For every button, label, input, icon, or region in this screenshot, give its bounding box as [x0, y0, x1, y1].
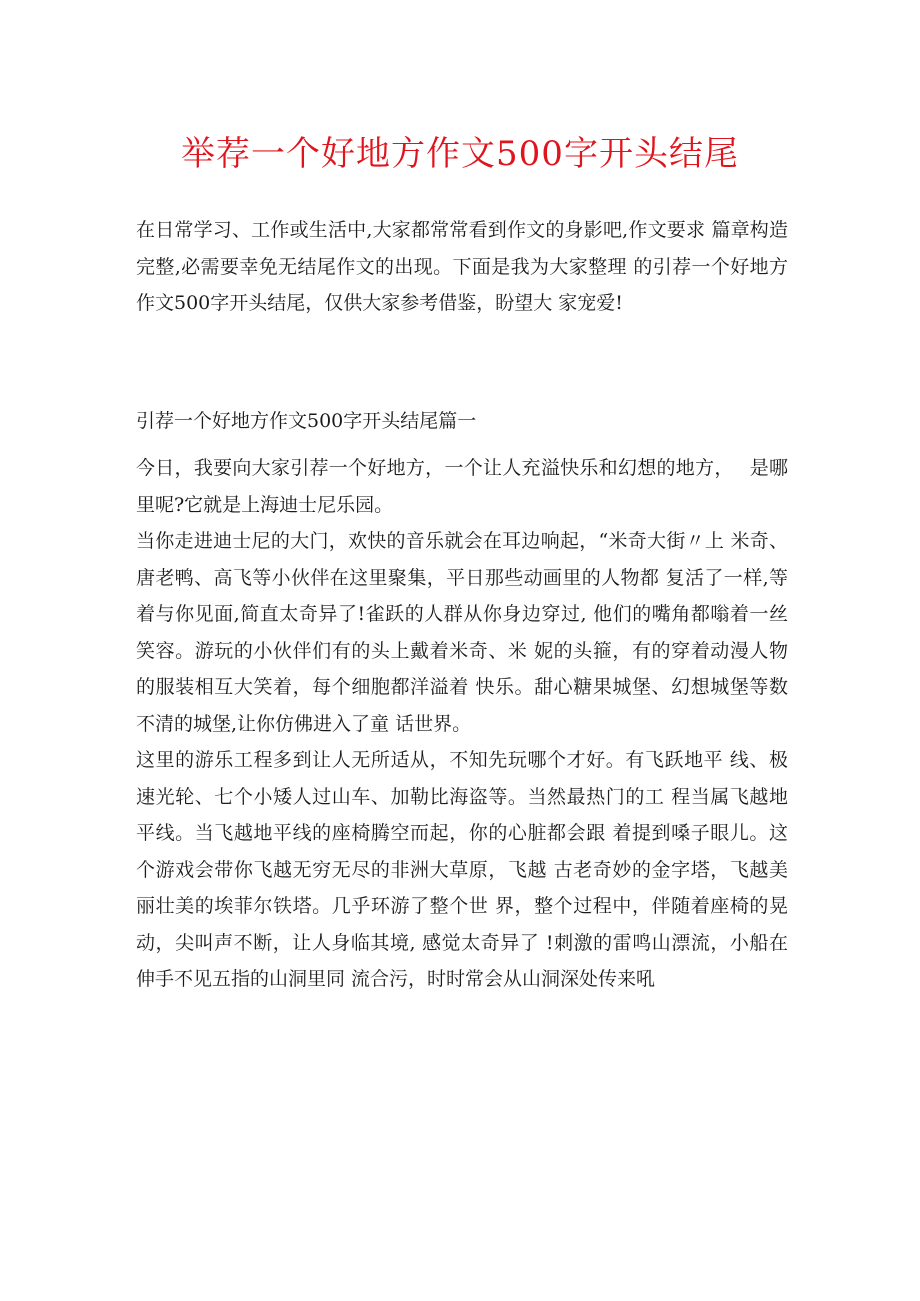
section-heading: 引荐一个好地方作文500字开头结尾篇一: [136, 410, 477, 432]
paragraph: 这里的游乐工程多到让人无所适从，不知先玩哪个才好。有飞跃地平 线、极速光轮、七个小矮人过山车、加勒比海盗等。当然最热门的工 程当属飞越地平线。当飞越地平线的座椅腾空而起，你的心脏都会跟 着提到嗓子眼儿。这个游戏会带你飞越无穷无尽的非洲大草原，飞越 古老奇妙的金字塔，飞越美丽壮美的埃菲尔铁塔。几乎环游了整个世 界，整个过程中，伴随着座椅的晃动，尖叫声不断，让人身临其境, 感觉太奇异了 !刺激的雷鸣山漂流，小船在伸手不见五指的山洞里同 流合污，时时常会从山洞深处传来吼: [136, 749, 788, 990]
document-title: 举荐一个好地方作文500字开头结尾: [181, 134, 739, 174]
article-body: [136, 450, 788, 998]
paragraph: 当你走进迪士尼的大门，欢快的音乐就会在耳边响起，“米奇大街〃上 米奇、唐老鸭、高飞等小伙伴在这里聚集，平日那些动画里的人物都 复活了一样,等着与你见面,简直太奇异了!雀跃的人群从你身边穿过, 他们的嘴角都嗡着一丝笑容。游玩的小伙伴们有的头上戴着米奇、米 妮的头箍，有的穿着动漫人物的服装相互大笑着，每个细胞都洋溢着 快乐。甜心糖果城堡、幻想城堡等数不清的城堡,让你仿佛进入了童 话世界。: [136, 530, 788, 735]
intro-paragraph: 在日常学习、工作或生活中,大家都常常看到作文的身影吧,作文要求 篇章构造完整,必需要幸免无结尾作文的出现。下面是我为大家整理 的引荐一个好地方作文500字开头结尾，仅供大家参考借鉴，盼望大 家宠爱!: [136, 219, 788, 314]
paragraph: 今日，我要向大家引荐一个好地方，一个让人充溢快乐和幻想的地方， 是哪里呢?它就是上海迪士尼乐园。: [136, 457, 788, 516]
